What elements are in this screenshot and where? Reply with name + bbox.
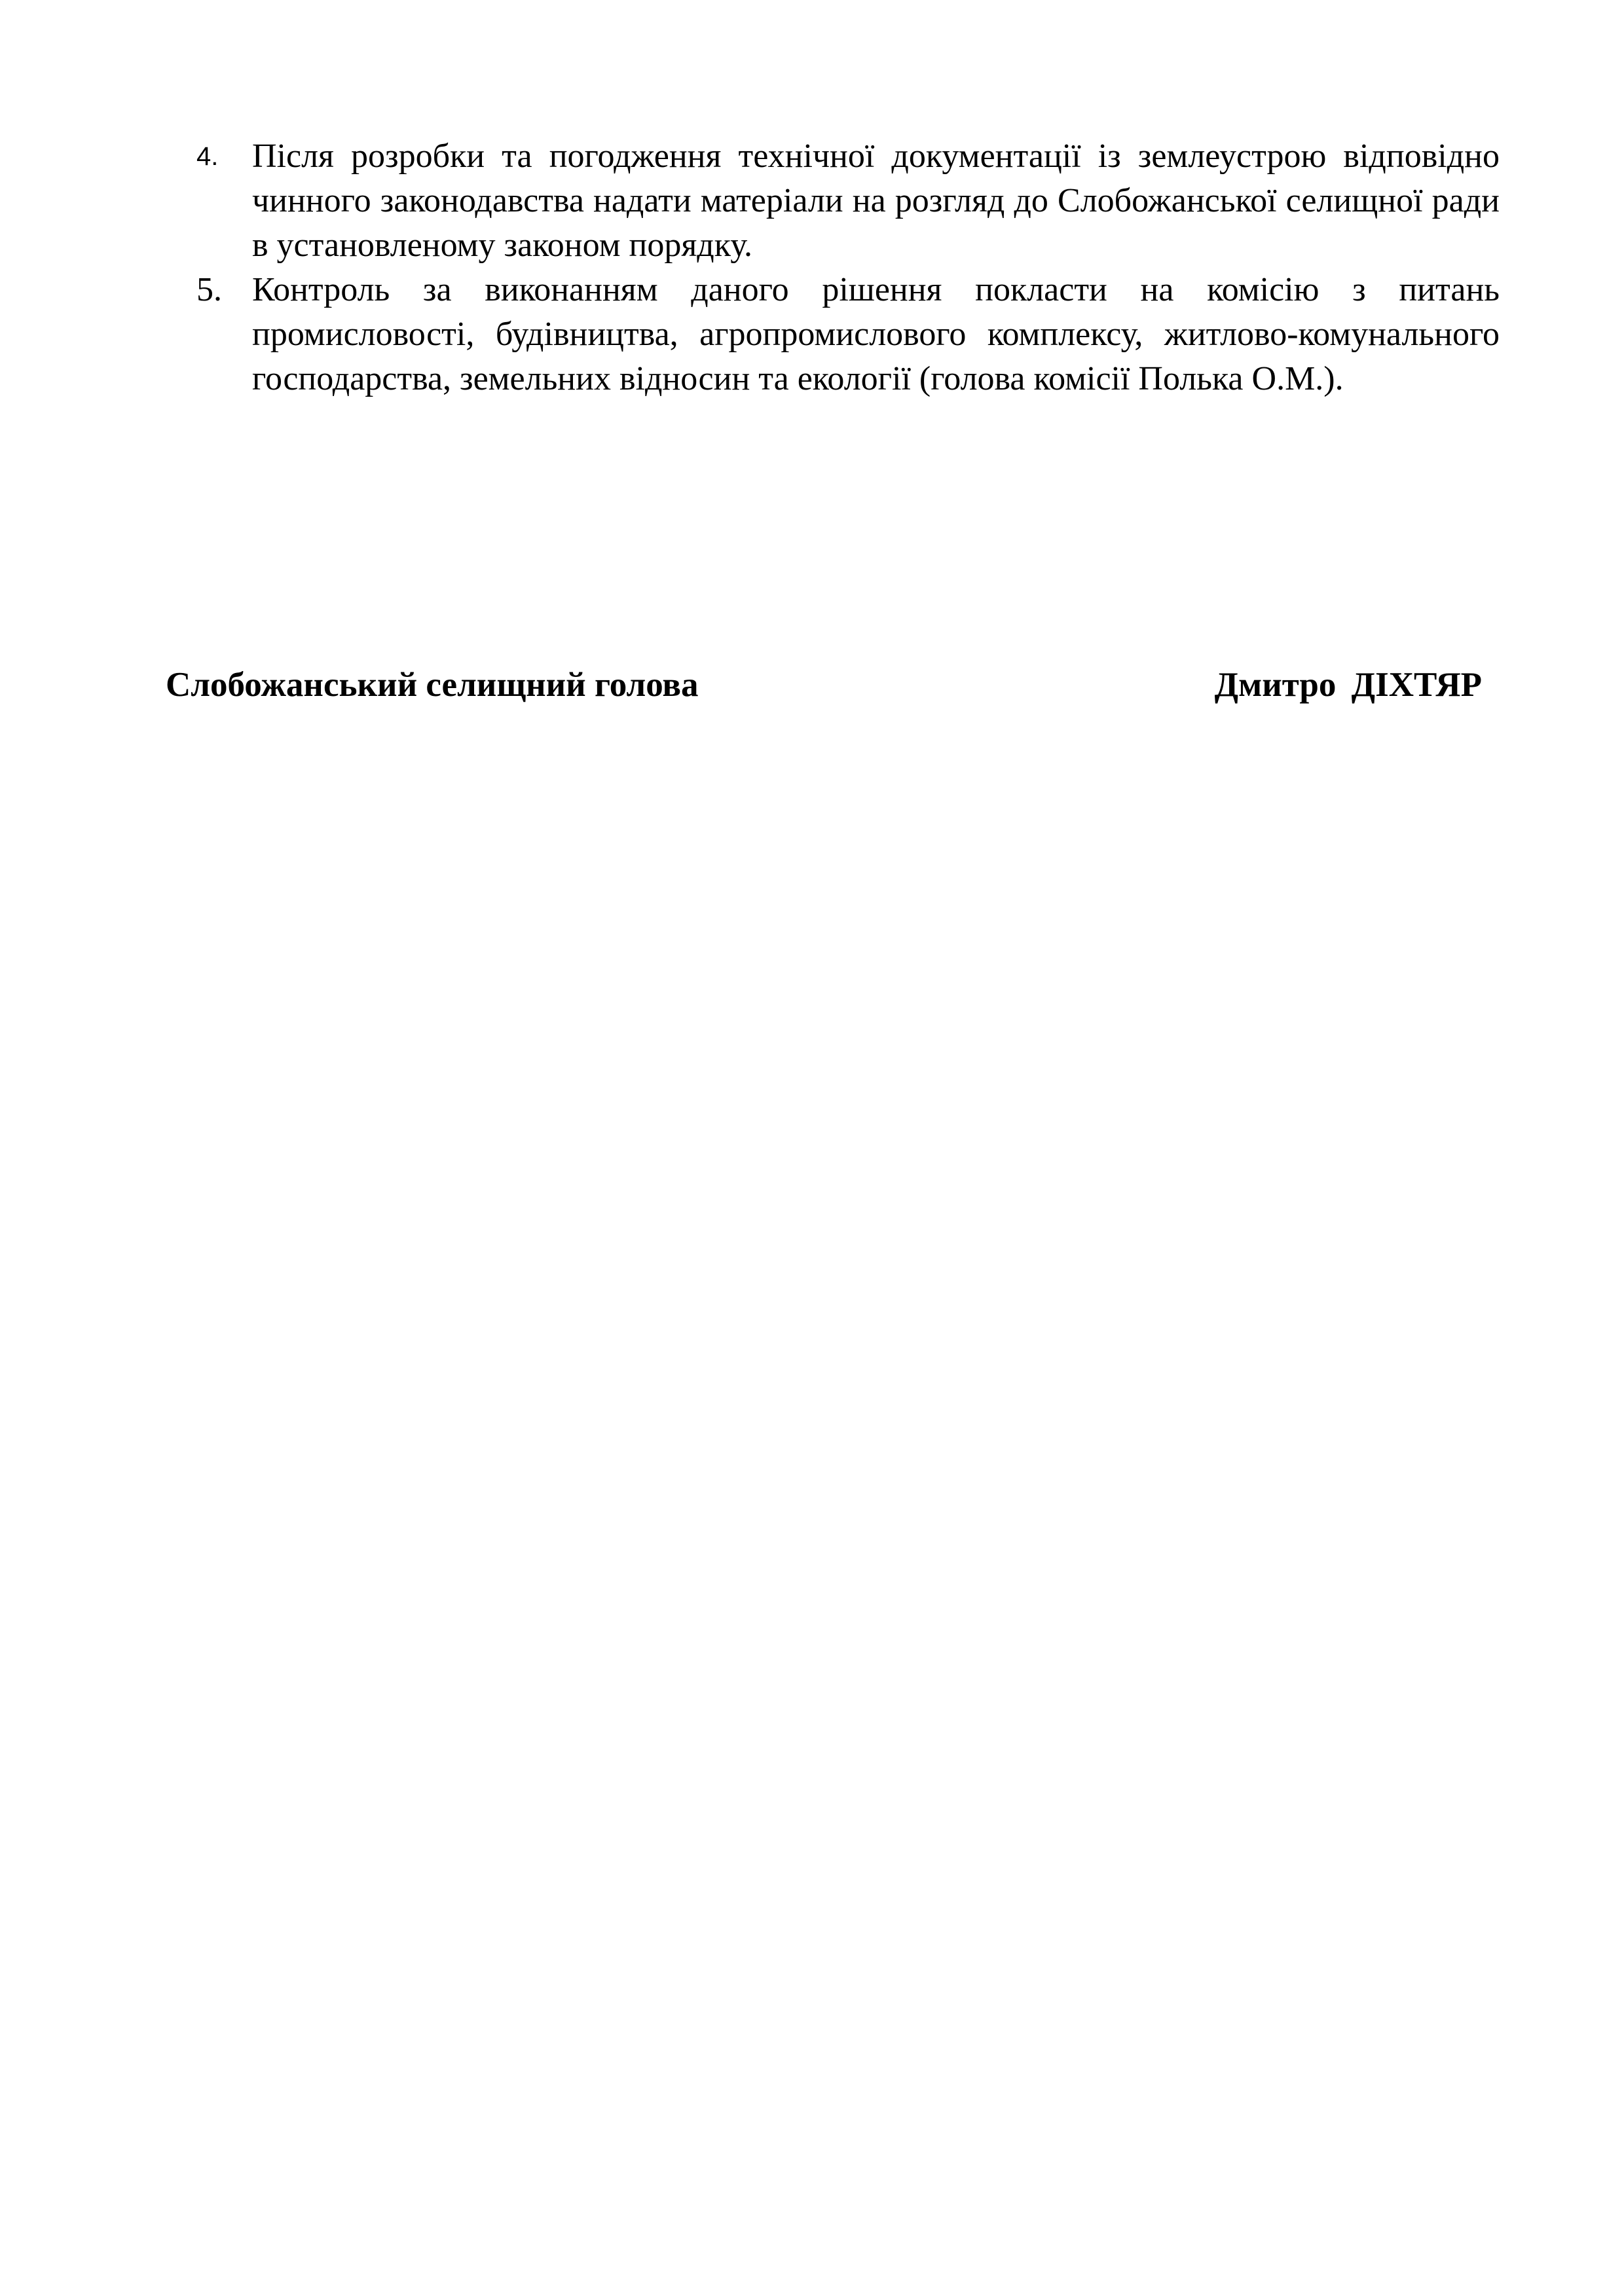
list-item <box>196 134 1500 268</box>
list-item <box>196 268 1500 401</box>
signatory-name: Дмитро ДІХТЯР <box>1214 666 1482 704</box>
list-item-number: 4. <box>196 142 219 171</box>
list-item-text: Після розробки та погодження технічної документації із землеустрою відповідно чинного законодавства надати матеріали на розгляд до Слобожанської селищної ради в установленому законом порядку. <box>252 137 1500 264</box>
list-item-number: 5. <box>196 271 222 308</box>
decision-items-list <box>196 134 1500 401</box>
list-item-text: Контроль за виконанням даного рішення покласти на комісію з питань промисловості, будівництва, агропромислового комплексу, житлово-комунального господарства, земельних відносин та екології (голова комісії Полька О.М.). <box>252 271 1500 397</box>
signatory-title: Слобожанський селищний голова <box>166 666 699 704</box>
